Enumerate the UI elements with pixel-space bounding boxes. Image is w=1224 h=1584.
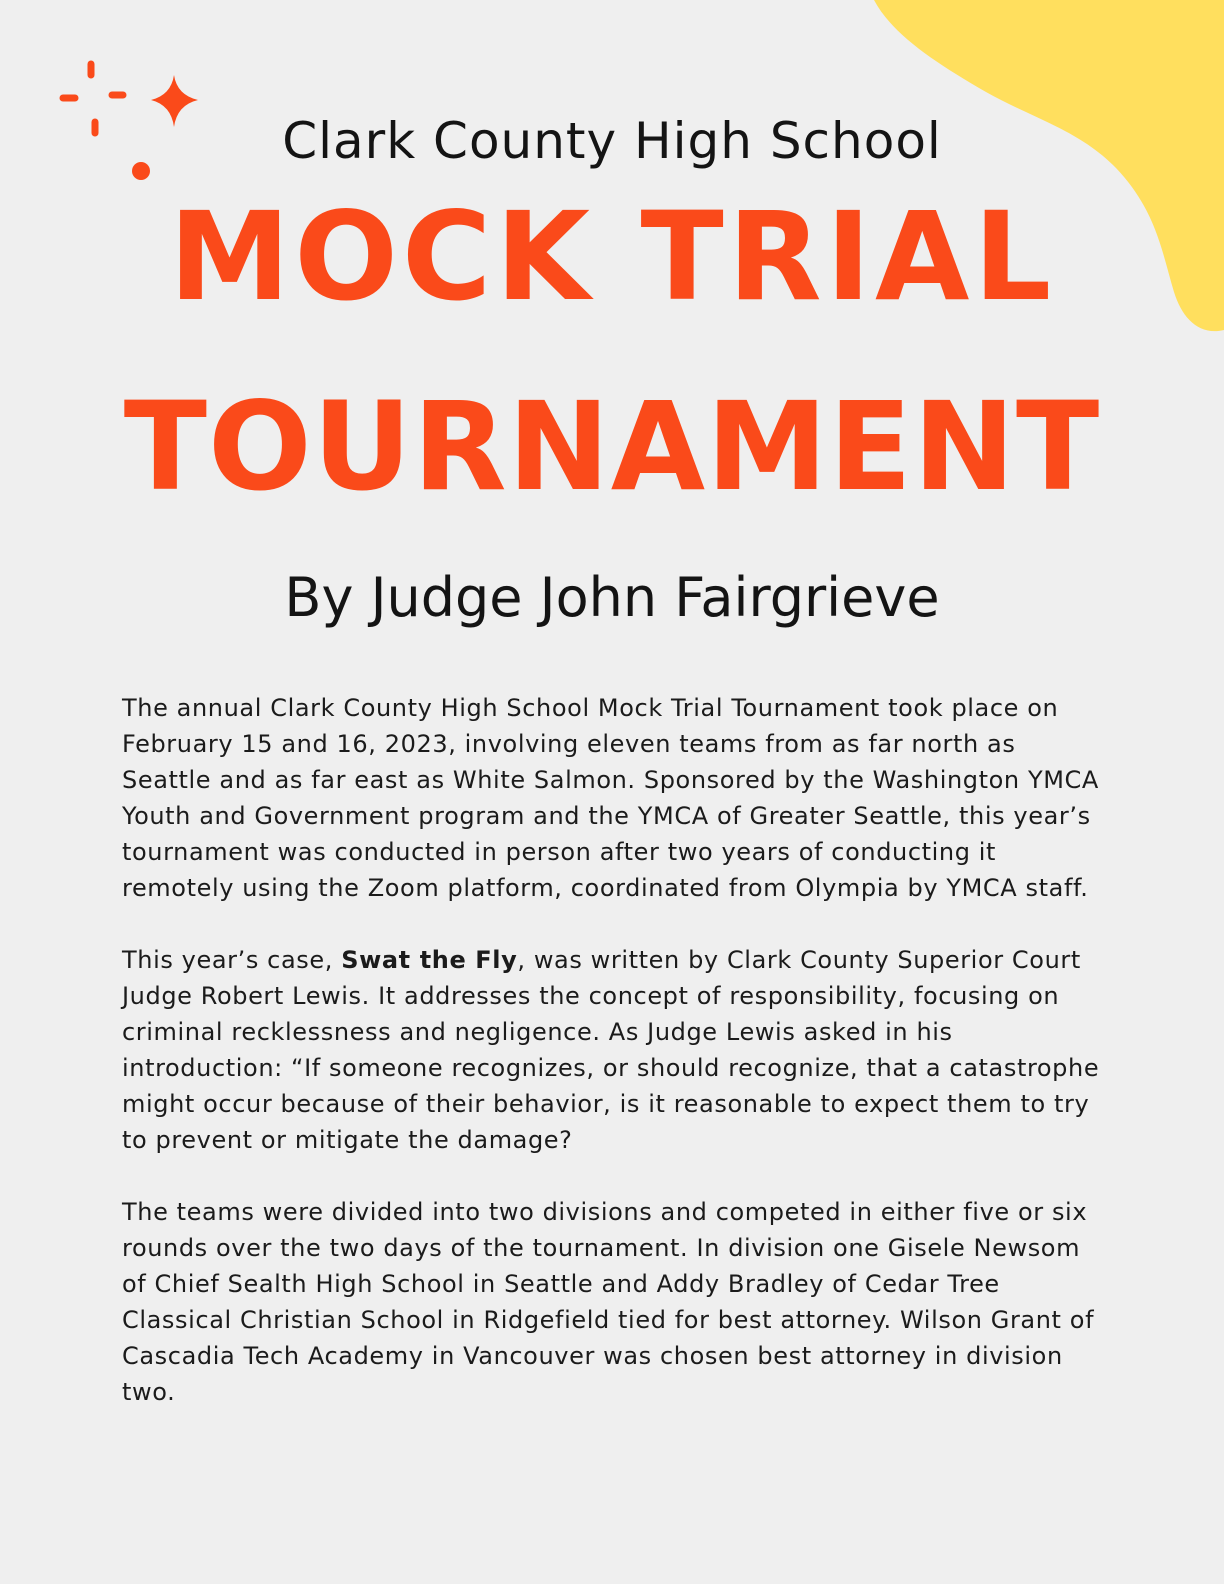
paragraph-2 — [122, 942, 1112, 1158]
article-body — [122, 690, 1112, 1446]
paragraph-3: The teams were divided into two divisions and competed in either five or six rounds over the two days of the tournament. In division one Gisele Newsom of Chief Sealth High School in Seattle and Addy Bradley of Cedar Tree Classical Christian School in Ridgefield tied for best attorney. Wilson Grant of Cascadia Tech Academy in Vancouver was chosen best attorney in division two. — [122, 1198, 1095, 1406]
paragraph-2-rest: , was written by Clark County Superior Court Judge Robert Lewis. It addresses the concept of responsibility, focusing on criminal recklessness and negligence. As Judge Lewis asked in his introduction: “If someone recognizes, or should recognize, that a catastrophe might occur because of their behavior, is it reasonable to expect them to try to prevent or mitigate the damage? — [122, 946, 1100, 1154]
title-line-2: TOURNAMENT — [123, 376, 1101, 518]
paragraph-2-intro: This year’s case, — [122, 946, 342, 974]
case-name: Swat the Fly — [341, 946, 518, 974]
school-name: Clark County High School — [282, 112, 942, 170]
byline: By Judge John Fairgrieve — [284, 566, 940, 629]
title-line-1: MOCK TRIAL — [168, 186, 1056, 328]
paragraph-1: The annual Clark County High School Mock Trial Tournament took place on February 15 and 16, 2023, involving eleven teams from as far north as Seattle and as far east as White Salmon. Sponsored by the Washington YMCA Youth and Government program and the YMCA of Greater Seattle, this year’s tournament was conducted in person after two years of conducting it remotely using the Zoom platform, coordinated from Olympia by YMCA staff. — [122, 694, 1099, 902]
